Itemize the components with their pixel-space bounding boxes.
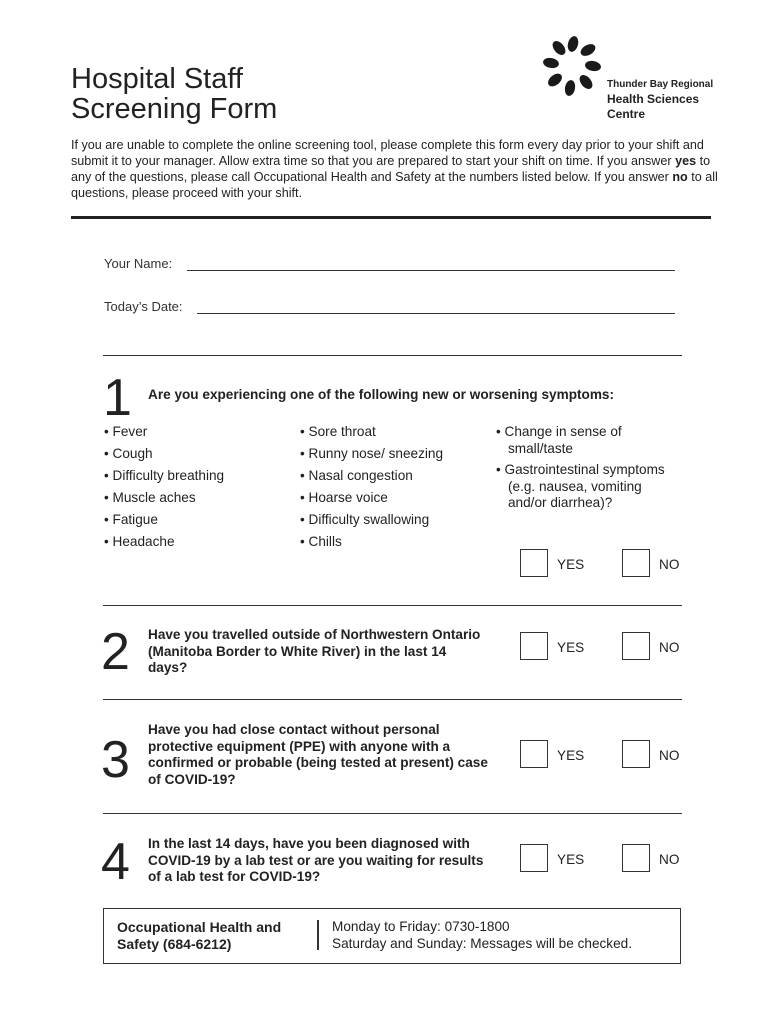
question-1-number: 1 [103, 369, 132, 427]
list-item: • Gastrointestinal symptoms (e.g. nausea, vomiting and/or diarrhea)? [496, 462, 665, 510]
list-item: • Headache [104, 534, 175, 549]
name-field[interactable] [187, 256, 675, 271]
name-label: Your Name: [104, 256, 173, 271]
question-4-text: In the last 14 days, have you been diagnosed with COVID-19 by a lab test or are you waiting for results of a lab test for COVID-19? [148, 836, 484, 884]
intro-yes: yes [675, 154, 697, 168]
hours-weekday: Monday to Friday: 0730-1800 [332, 919, 510, 934]
question-3-text: Have you had close contact without personal protective equipment (PPE) with anyone with a confirmed or probable (being tested at present) case of COVID-19? [148, 722, 488, 787]
page-title [71, 64, 391, 124]
contact-phone: (684-6212) [162, 936, 232, 952]
list-item: • Sore throat [300, 424, 376, 439]
question-1-yes-checkbox[interactable] [520, 549, 548, 577]
question-4-yes-checkbox[interactable] [520, 844, 548, 872]
intro-text-3: to all questions, please proceed with your shift. [71, 170, 718, 200]
question-3-yes-checkbox[interactable] [520, 740, 548, 768]
symptoms-column-3 [496, 424, 671, 517]
question-3-number: 3 [101, 731, 130, 789]
question-3-yes-label: YES [557, 748, 585, 763]
list-item: • Change in sense of small/taste [496, 424, 622, 456]
question-1-no-label: NO [659, 557, 680, 572]
contact-divider [317, 920, 319, 950]
question-1-text: Are you experiencing one of the following new or worsening symptoms: [148, 387, 615, 402]
logo-line-2: Health Sciences [607, 92, 700, 106]
question-2-yes-label: YES [557, 640, 585, 655]
question-4-number: 4 [101, 833, 130, 891]
divider [103, 813, 682, 814]
question-1-yes-label: YES [557, 557, 585, 572]
list-item: • Difficulty breathing [104, 468, 225, 483]
leaf-logo-icon [543, 36, 603, 102]
question-3-no-label: NO [659, 748, 680, 763]
contact-name [117, 919, 297, 953]
intro-text-1: If you are unable to complete the online screening tool, please complete this form every day prior to your shift and submit it to your manager. Allow extra time so that you are prepared to start your shift on time. If you answer [71, 138, 704, 168]
date-label: Today’s Date: [104, 299, 183, 314]
contact-department: Occupational Health and Safety [117, 919, 282, 952]
list-item: • Nasal congestion [300, 468, 413, 483]
intro-text-2: to any of the questions, please call Occupational Health and Safety at the numbers listed below. If you answer [71, 154, 711, 184]
symptoms-column-1 [104, 421, 224, 553]
list-item: • Runny nose/ sneezing [300, 446, 444, 461]
question-3-no-checkbox[interactable] [622, 740, 650, 768]
question-2-no-label: NO [659, 640, 680, 655]
hours-weekend: Saturday and Sunday: Messages will be checked. [332, 936, 632, 951]
logo-line-1: Thunder Bay Regional [607, 79, 714, 90]
list-item: • Muscle aches [104, 490, 196, 505]
divider [103, 699, 682, 700]
divider [103, 605, 682, 606]
list-item: • Chills [300, 534, 342, 549]
question-4-no-checkbox[interactable] [622, 844, 650, 872]
contact-hours [332, 918, 632, 952]
intro-paragraph [71, 137, 721, 201]
question-2-yes-checkbox[interactable] [520, 632, 548, 660]
list-item: • Fatigue [104, 512, 158, 527]
list-item: • Fever [104, 424, 148, 439]
question-4-no-label: NO [659, 852, 680, 867]
question-2-number: 2 [101, 623, 130, 681]
question-1-no-checkbox[interactable] [622, 549, 650, 577]
list-item: • Cough [104, 446, 153, 461]
header-divider [71, 216, 711, 219]
title-line-2: Screening Form [71, 93, 278, 125]
symptoms-column-2 [300, 421, 443, 553]
question-2-text: Have you travelled outside of Northwestern Ontario (Manitoba Border to White River) in the last 14 days? [148, 627, 481, 675]
date-field[interactable] [197, 299, 675, 314]
question-2-no-checkbox[interactable] [622, 632, 650, 660]
logo-text [607, 77, 713, 122]
title-line-1: Hospital Staff [71, 63, 243, 95]
logo-line-3: Centre [607, 107, 646, 121]
divider [103, 355, 682, 356]
list-item: • Difficulty swallowing [300, 512, 430, 527]
intro-no: no [672, 170, 688, 184]
list-item: • Hoarse voice [300, 490, 388, 505]
question-4-yes-label: YES [557, 852, 585, 867]
